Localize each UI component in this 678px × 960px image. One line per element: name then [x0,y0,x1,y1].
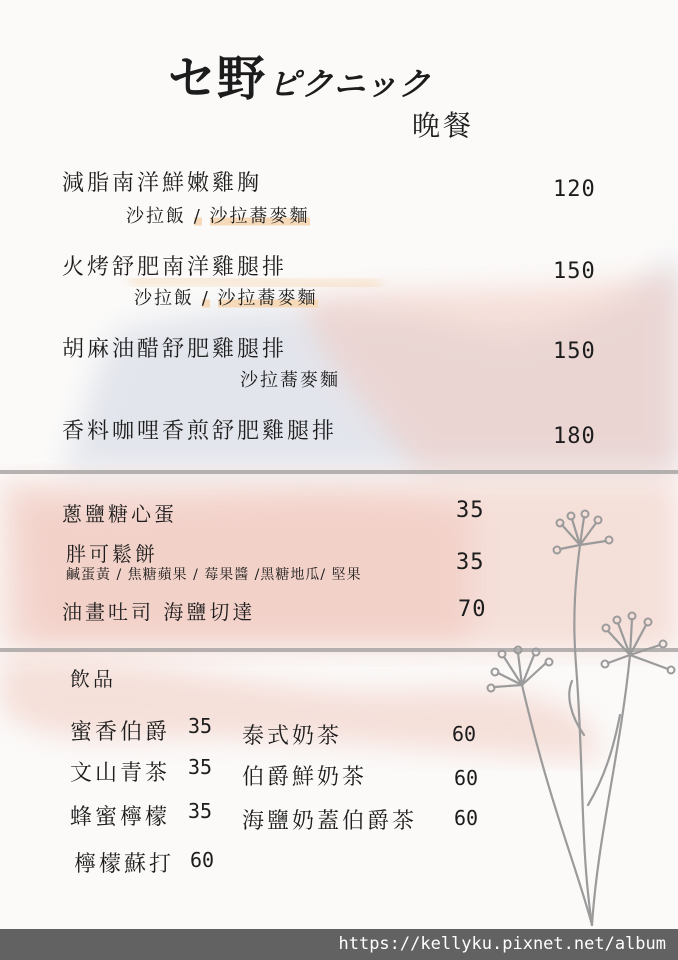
side-item-price: 70 [458,597,487,622]
drink-name: 蜂蜜檸檬 [70,805,171,830]
drink-price: 60 [454,766,479,790]
menu-item-name: 減脂南洋鮮嫩雞胸 [62,171,263,196]
option-label: 沙拉蕎麥麵 [209,206,310,227]
option-label: 沙拉飯 [134,288,194,309]
option-separator: / [193,206,202,227]
menu-item-name: 胡麻油醋舒肥雞腿排 [62,337,288,362]
menu-item-options [240,366,340,392]
menu-item-name: 香料咖哩香煎舒肥雞腿排 [62,419,338,444]
side-item-price: 35 [456,550,485,575]
drink-name: 伯爵鮮奶茶 [242,765,368,790]
menu-item-price: 180 [553,424,596,449]
side-item-name: 油畫吐司 海鹽切達 [62,600,256,624]
drink-price: 35 [188,799,213,823]
option-label: 沙拉蕎麥麵 [240,370,340,391]
drink-price: 35 [188,755,213,779]
drinks-heading: 飲品 [70,667,116,691]
side-item-name: 胖可鬆餅 [66,542,158,566]
title-main: セ野 [168,51,267,107]
option-separator: / [201,288,210,309]
menu-item-name: 火烤舒肥南洋雞腿排 [62,255,288,280]
drink-price: 60 [452,722,477,746]
drink-price: 60 [454,806,479,830]
drink-name: 檸檬蘇打 [74,852,175,877]
menu-title [168,40,431,109]
drink-name: 海鹽奶蓋伯爵茶 [242,809,418,834]
side-item-price: 35 [456,498,485,523]
menu-item-options [126,202,310,228]
menu-item-price: 150 [553,339,596,364]
option-label: 沙拉飯 [126,206,186,227]
dried-flower-illustration [480,505,678,930]
menu-item-options [134,284,318,310]
drink-name: 泰式奶茶 [242,724,343,749]
drink-price: 35 [188,714,213,738]
drink-name: 蜜香伯爵 [70,720,171,745]
section-divider [0,470,678,474]
menu-item-price: 120 [553,177,596,202]
drink-name: 文山青茶 [70,761,171,786]
menu-subtitle: 晚餐 [412,109,475,142]
drink-price: 60 [190,848,215,872]
option-label: 沙拉蕎麥麵 [217,288,318,309]
title-kana: ピクニック [268,65,432,103]
side-item-flavors: 鹹蛋黃 / 焦糖蘋果 / 莓果醬 /黑糖地瓜/ 堅果 [66,567,362,583]
menu-item-price: 150 [553,259,596,284]
side-item-name: 蔥鹽糖心蛋 [62,502,177,526]
watermark-bar: https://kellyku.pixnet.net/album [0,929,678,960]
